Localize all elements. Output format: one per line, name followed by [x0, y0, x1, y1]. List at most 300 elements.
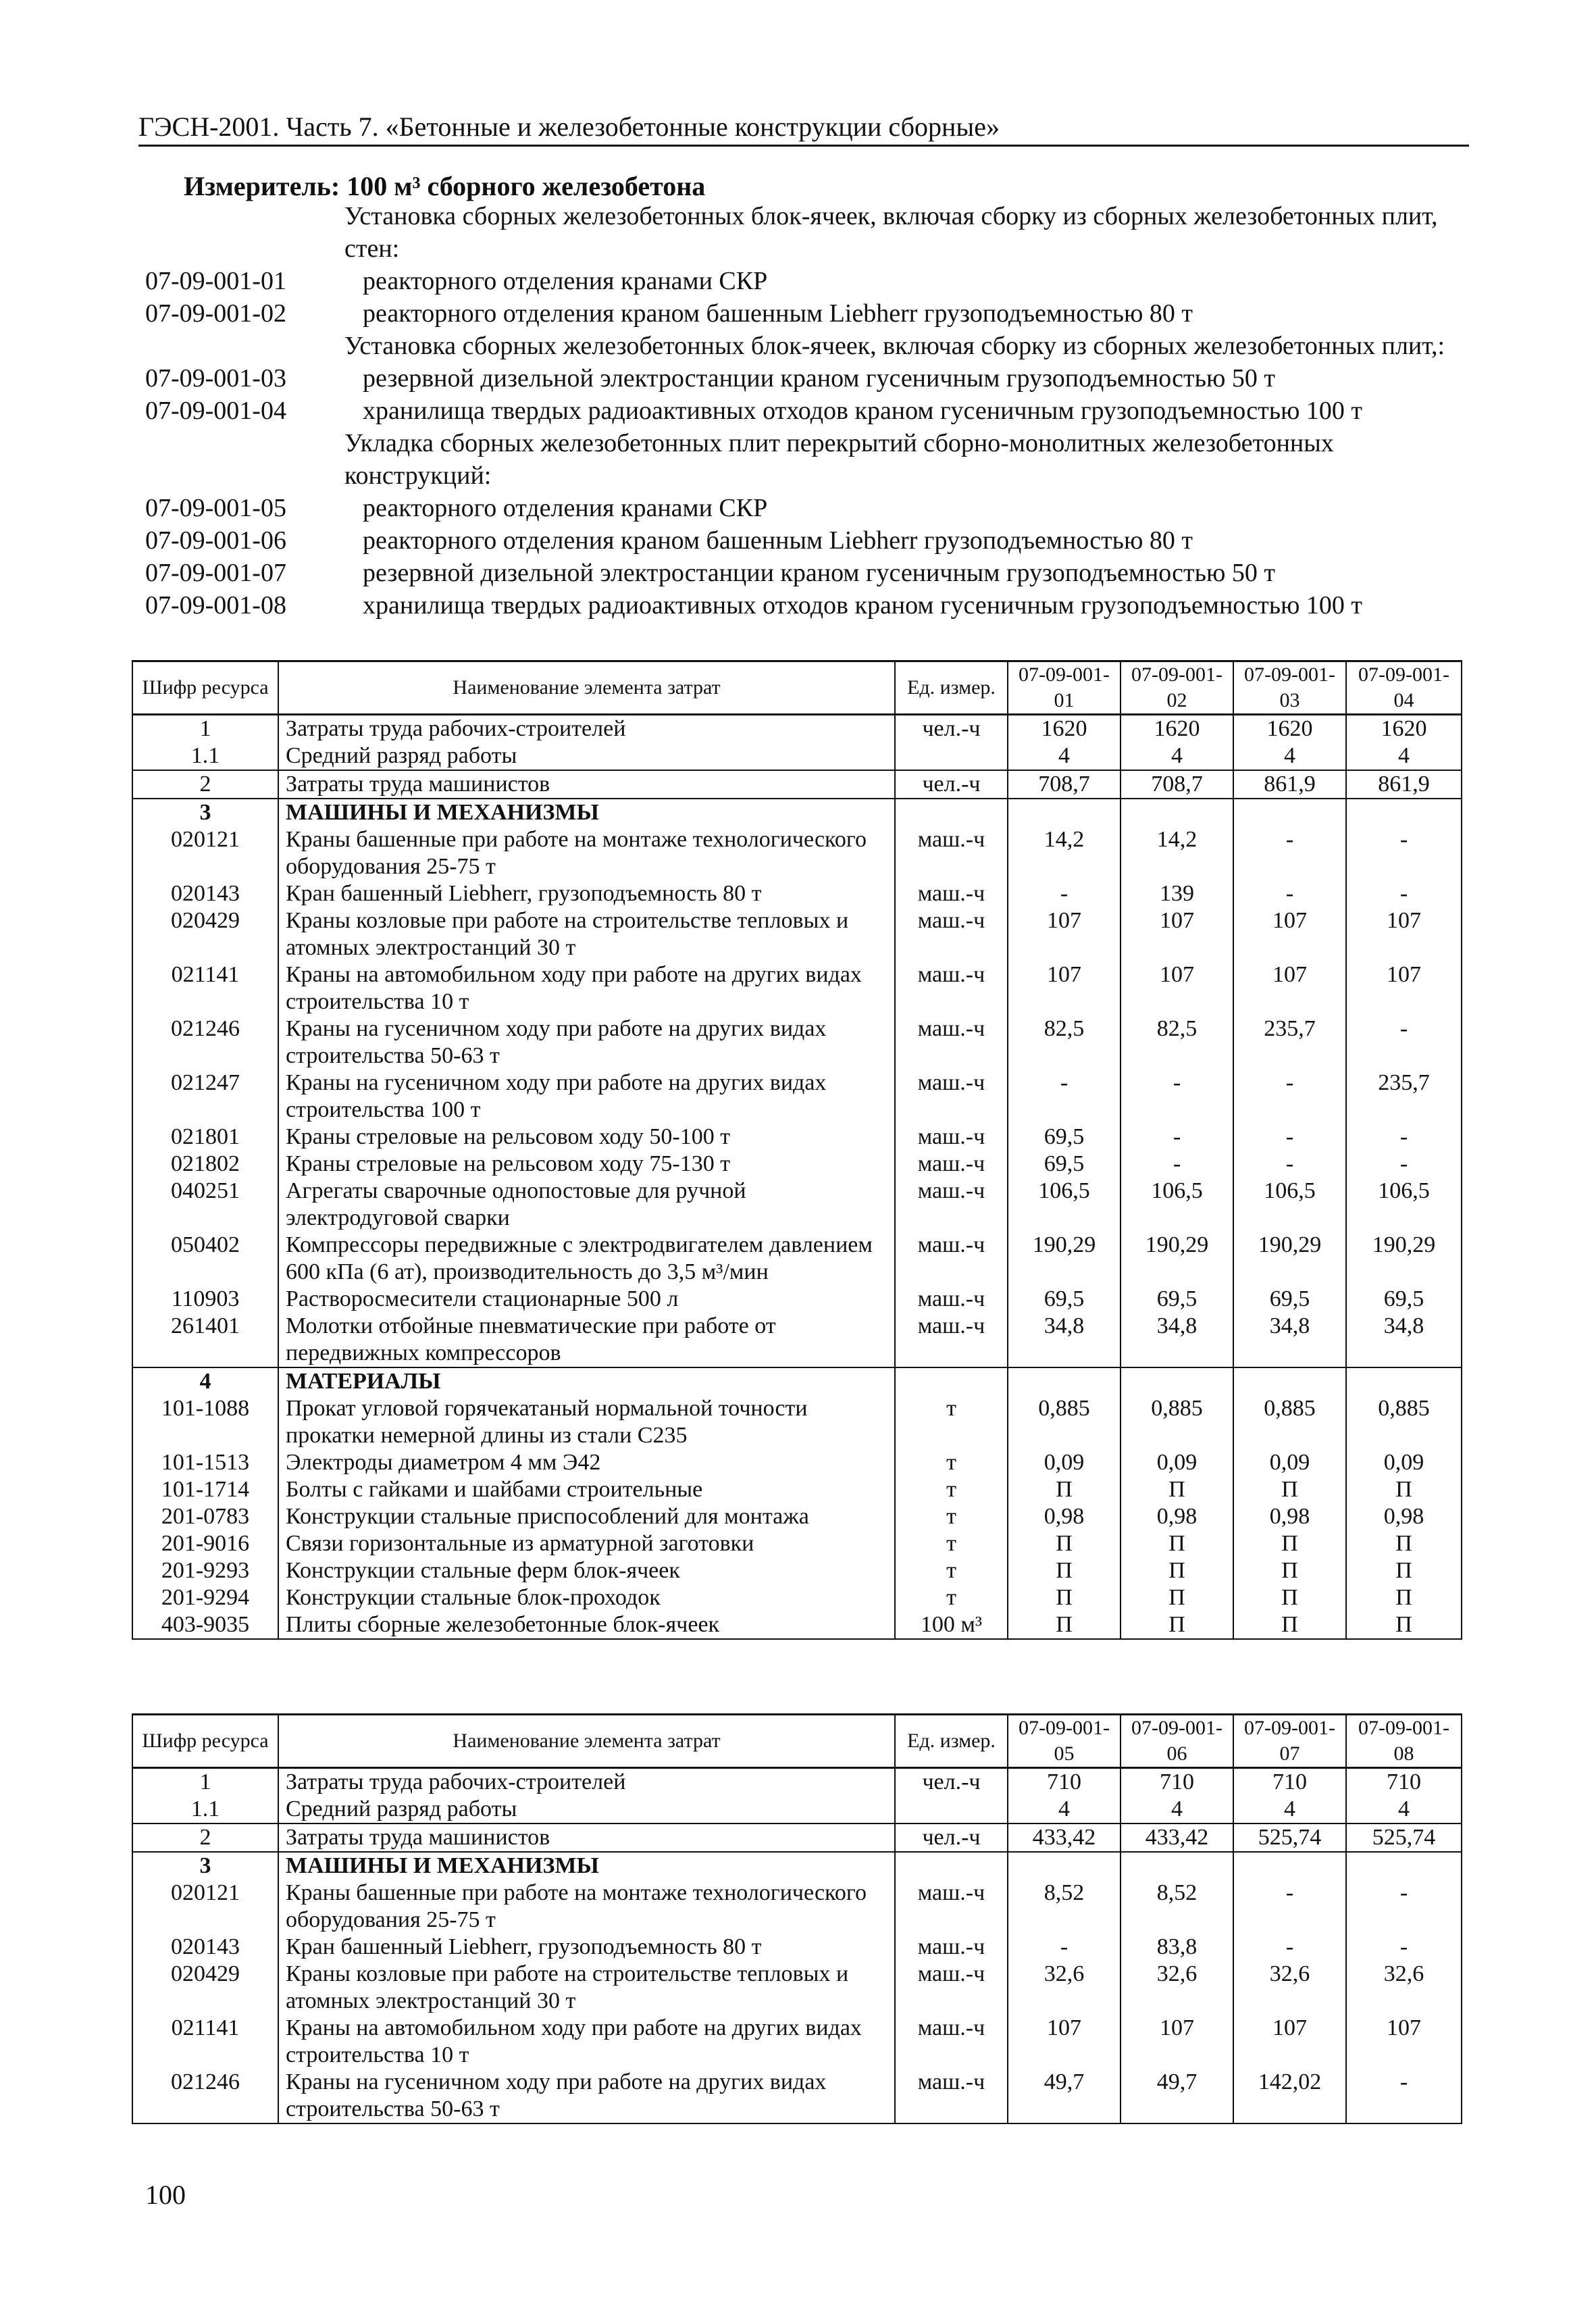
resource-name-cell: Краны козловые при работе на строительстве тепловых и атомных электростанций 30 т: [278, 1961, 895, 2015]
table-row: [132, 1961, 1462, 2015]
value-cell: [1233, 1367, 1346, 1395]
column-header: Шифр ресурса: [132, 1715, 278, 1768]
value-cell: 190,29: [1346, 1232, 1462, 1286]
work-item: [145, 524, 1469, 557]
resource-code-cell: 2: [132, 770, 278, 799]
value-cell: 708,7: [1121, 770, 1233, 799]
value-cell: 861,9: [1346, 770, 1462, 799]
unit-cell: [895, 799, 1008, 826]
value-cell: П: [1346, 1557, 1462, 1584]
table-header-row: [132, 1715, 1462, 1768]
unit-cell: маш.-ч: [895, 1880, 1008, 1934]
value-cell: 433,42: [1008, 1823, 1121, 1852]
value-cell: 190,29: [1121, 1232, 1233, 1286]
value-cell: 32,6: [1121, 1961, 1233, 2015]
table-group: [132, 799, 1462, 1367]
value-cell: 49,7: [1121, 2069, 1233, 2123]
unit-cell: т: [895, 1584, 1008, 1611]
value-cell: [1121, 1367, 1233, 1395]
value-cell: 107: [1233, 961, 1346, 1015]
table-row: [132, 1313, 1462, 1367]
value-cell: [1233, 1852, 1346, 1880]
resource-name-cell: Краны на автомобильном ходу при работе на других видах строительства 10 т: [278, 2015, 895, 2069]
value-cell: 4: [1346, 1796, 1462, 1823]
resource-code-cell: 1: [132, 715, 278, 743]
resource-name-cell: Краны на гусеничном ходу при работе на других видах строительства 50-63 т: [278, 2069, 895, 2123]
table-row: [132, 1232, 1462, 1286]
table-row: [132, 1015, 1462, 1070]
unit-cell: т: [895, 1530, 1008, 1557]
unit-cell: [895, 1796, 1008, 1823]
resource-code-cell: 1: [132, 1768, 278, 1796]
resource-name-cell: Плиты сборные железобетонные блок-ячеек: [278, 1611, 895, 1639]
work-item: [145, 362, 1469, 395]
value-cell: 4: [1008, 743, 1121, 770]
work-item: [145, 589, 1469, 622]
value-cell: -: [1233, 1070, 1346, 1124]
resource-name-cell: Конструкции стальные приспособлений для монтажа: [278, 1503, 895, 1530]
unit-cell: маш.-ч: [895, 1286, 1008, 1313]
resource-name-cell: МАШИНЫ И МЕХАНИЗМЫ: [278, 799, 895, 826]
unit-cell: маш.-ч: [895, 1961, 1008, 2015]
value-cell: 107: [1346, 907, 1462, 961]
table-row: [132, 1934, 1462, 1961]
value-cell: -: [1346, 1124, 1462, 1151]
column-header: Ед. измер.: [895, 661, 1008, 715]
value-cell: [1008, 799, 1121, 826]
value-cell: [1346, 1852, 1462, 1880]
value-cell: 861,9: [1233, 770, 1346, 799]
work-item-code: 07-09-001-08: [145, 591, 286, 620]
value-cell: 1620: [1233, 715, 1346, 743]
value-cell: -: [1346, 1934, 1462, 1961]
resource-code-cell: 020429: [132, 1961, 278, 2015]
value-cell: 32,6: [1233, 1961, 1346, 2015]
resource-code-cell: 201-9293: [132, 1557, 278, 1584]
value-cell: 8,52: [1008, 1880, 1121, 1934]
resource-name-cell: Краны на автомобильном ходу при работе на других видах строительства 10 т: [278, 961, 895, 1015]
unit-cell: маш.-ч: [895, 961, 1008, 1015]
work-item-description: реакторного отделения кранами СКР: [363, 267, 768, 295]
work-group-heading-text: Установка сборных железобетонных блок-ячеек, включая сборку из сборных железобетонных плит,:: [344, 332, 1445, 360]
value-cell: П: [1233, 1557, 1346, 1584]
resource-table-2: [132, 1713, 1462, 2124]
column-header: 07-09-001-03: [1233, 661, 1346, 715]
unit-cell: маш.-ч: [895, 2015, 1008, 2069]
value-cell: 433,42: [1121, 1823, 1233, 1852]
work-item-description: резервной дизельной электростанции краном гусеничным грузоподъемностью 50 т: [363, 364, 1275, 393]
table-row: [132, 880, 1462, 907]
value-cell: 107: [1233, 907, 1346, 961]
resource-code-cell: 201-9016: [132, 1530, 278, 1557]
resource-code-cell: 020429: [132, 907, 278, 961]
section-row: [132, 799, 1462, 826]
value-cell: [1233, 799, 1346, 826]
value-cell: 1620: [1008, 715, 1121, 743]
value-cell: [1346, 1367, 1462, 1395]
resource-code-cell: 021246: [132, 2069, 278, 2123]
work-item-description: реакторного отделения краном башенным Liebherr грузоподъемностью 80 т: [363, 299, 1193, 328]
value-cell: -: [1346, 826, 1462, 880]
value-cell: П: [1233, 1611, 1346, 1639]
unit-cell: чел.-ч: [895, 1823, 1008, 1852]
value-cell: П: [1121, 1611, 1233, 1639]
table-row: [132, 826, 1462, 880]
resource-name-cell: Растворосмесители стационарные 500 л: [278, 1286, 895, 1313]
resource-code-cell: 040251: [132, 1178, 278, 1232]
value-cell: 106,5: [1008, 1178, 1121, 1232]
value-cell: П: [1346, 1611, 1462, 1639]
resource-code-cell: 021246: [132, 1015, 278, 1070]
work-item-description: хранилища твердых радиоактивных отходов краном гусеничным грузоподъемностью 100 т: [363, 591, 1363, 620]
measure-line: Измеритель: 100 м³ сборного железобетона: [184, 171, 706, 201]
table-row: [132, 770, 1462, 799]
work-group-heading: [145, 200, 1469, 265]
value-cell: 69,5: [1008, 1124, 1121, 1151]
value-cell: 8,52: [1121, 1880, 1233, 1934]
work-item: [145, 557, 1469, 589]
work-group-heading-text: Установка сборных железобетонных блок-ячеек, включая сборку из сборных железобетонных плит, стен:: [344, 202, 1438, 263]
unit-cell: маш.-ч: [895, 1070, 1008, 1124]
value-cell: 106,5: [1121, 1178, 1233, 1232]
resource-name-cell: Затраты труда машинистов: [278, 1823, 895, 1852]
value-cell: П: [1346, 1530, 1462, 1557]
unit-cell: т: [895, 1557, 1008, 1584]
table-row: [132, 2069, 1462, 2123]
table-row: [132, 1880, 1462, 1934]
value-cell: 710: [1121, 1768, 1233, 1796]
value-cell: 0,98: [1233, 1503, 1346, 1530]
value-cell: -: [1008, 1070, 1121, 1124]
value-cell: 69,5: [1008, 1151, 1121, 1178]
resource-name-cell: Средний разряд работы: [278, 1796, 895, 1823]
column-header: Наименование элемента затрат: [278, 661, 895, 715]
work-group-heading: [145, 330, 1469, 362]
resource-code-cell: 020143: [132, 1934, 278, 1961]
value-cell: 0,98: [1008, 1503, 1121, 1530]
value-cell: 107: [1233, 2015, 1346, 2069]
value-cell: 34,8: [1346, 1313, 1462, 1367]
table-group: [132, 1852, 1462, 2123]
value-cell: [1346, 799, 1462, 826]
table-row: [132, 1796, 1462, 1823]
value-cell: 4: [1346, 743, 1462, 770]
section-row: [132, 1367, 1462, 1395]
resource-code-cell: 020121: [132, 1880, 278, 1934]
resource-code-cell: 3: [132, 799, 278, 826]
resource-table-1: [132, 660, 1462, 1640]
value-cell: 107: [1346, 961, 1462, 1015]
value-cell: [1121, 1852, 1233, 1880]
resource-name-cell: Средний разряд работы: [278, 743, 895, 770]
table-row: [132, 1178, 1462, 1232]
value-cell: 710: [1008, 1768, 1121, 1796]
resource-name-cell: Краны стреловые на рельсовом ходу 50-100 т: [278, 1124, 895, 1151]
column-header: 07-09-001-02: [1121, 661, 1233, 715]
work-item-description: хранилища твердых радиоактивных отходов краном гусеничным грузоподъемностью 100 т: [363, 397, 1363, 425]
resource-code-cell: 2: [132, 1823, 278, 1852]
value-cell: 107: [1008, 2015, 1121, 2069]
work-item-description: резервной дизельной электростанции краном гусеничным грузоподъемностью 50 т: [363, 559, 1275, 587]
resource-name-cell: Краны башенные при работе на монтаже технологического оборудования 25-75 т: [278, 1880, 895, 1934]
value-cell: П: [1121, 1530, 1233, 1557]
work-group-heading-text: Укладка сборных железобетонных плит перекрытий сборно-монолитных железобетонных конструкций:: [344, 429, 1334, 490]
value-cell: 0,885: [1121, 1395, 1233, 1449]
value-cell: 69,5: [1008, 1286, 1121, 1313]
value-cell: П: [1346, 1476, 1462, 1503]
value-cell: 107: [1008, 961, 1121, 1015]
column-header: 07-09-001-07: [1233, 1715, 1346, 1768]
column-header: 07-09-001-06: [1121, 1715, 1233, 1768]
resource-name-cell: МАТЕРИАЛЫ: [278, 1367, 895, 1395]
value-cell: 0,09: [1008, 1449, 1121, 1476]
table-row: [132, 1124, 1462, 1151]
table-row: [132, 1070, 1462, 1124]
resource-code-cell: 101-1513: [132, 1449, 278, 1476]
value-cell: 34,8: [1008, 1313, 1121, 1367]
resource-code-cell: 1.1: [132, 1796, 278, 1823]
resource-name-cell: Компрессоры передвижные с электродвигателем давлением 600 кПа (6 ат), производительность до 3,5 м³/мин: [278, 1232, 895, 1286]
resource-code-cell: 021802: [132, 1151, 278, 1178]
column-header: 07-09-001-05: [1008, 1715, 1121, 1768]
value-cell: П: [1008, 1611, 1121, 1639]
resource-name-cell: Краны на гусеничном ходу при работе на других видах строительства 100 т: [278, 1070, 895, 1124]
unit-cell: [895, 1367, 1008, 1395]
table-group: [132, 1768, 1462, 1824]
table-row: [132, 1476, 1462, 1503]
unit-cell: маш.-ч: [895, 1313, 1008, 1367]
unit-cell: т: [895, 1476, 1008, 1503]
resource-name-cell: МАШИНЫ И МЕХАНИЗМЫ: [278, 1852, 895, 1880]
value-cell: 34,8: [1121, 1313, 1233, 1367]
resource-name-cell: Агрегаты сварочные однопостовые для ручной электродуговой сварки: [278, 1178, 895, 1232]
value-cell: [1008, 1367, 1121, 1395]
value-cell: 710: [1346, 1768, 1462, 1796]
resource-name-cell: Конструкции стальные блок-проходок: [278, 1584, 895, 1611]
value-cell: 14,2: [1008, 826, 1121, 880]
resource-name-cell: Краны стреловые на рельсовом ходу 75-130 т: [278, 1151, 895, 1178]
resource-name-cell: Болты с гайками и шайбами строительные: [278, 1476, 895, 1503]
table-row: [132, 1151, 1462, 1178]
resource-name-cell: Краны башенные при работе на монтаже технологического оборудования 25-75 т: [278, 826, 895, 880]
work-item: [145, 395, 1469, 427]
value-cell: 0,885: [1346, 1395, 1462, 1449]
value-cell: 106,5: [1233, 1178, 1346, 1232]
value-cell: -: [1346, 1151, 1462, 1178]
resource-name-cell: Электроды диаметром 4 мм Э42: [278, 1449, 895, 1476]
value-cell: П: [1233, 1476, 1346, 1503]
resource-name-cell: Краны на гусеничном ходу при работе на других видах строительства 50-63 т: [278, 1015, 895, 1070]
unit-cell: чел.-ч: [895, 770, 1008, 799]
unit-cell: маш.-ч: [895, 1151, 1008, 1178]
value-cell: 4: [1121, 743, 1233, 770]
work-item-description: реакторного отделения краном башенным Liebherr грузоподъемностью 80 т: [363, 526, 1193, 555]
work-item-description: реакторного отделения кранами СКР: [363, 494, 768, 522]
value-cell: -: [1233, 1880, 1346, 1934]
table-group: [132, 1367, 1462, 1639]
table-row: [132, 907, 1462, 961]
value-cell: -: [1233, 1934, 1346, 1961]
value-cell: 107: [1346, 2015, 1462, 2069]
value-cell: 1620: [1346, 715, 1462, 743]
resource-code-cell: 021141: [132, 961, 278, 1015]
value-cell: П: [1008, 1530, 1121, 1557]
value-cell: -: [1008, 1934, 1121, 1961]
unit-cell: т: [895, 1395, 1008, 1449]
value-cell: -: [1346, 1015, 1462, 1070]
value-cell: 32,6: [1346, 1961, 1462, 2015]
resource-name-cell: Конструкции стальные ферм блок-ячеек: [278, 1557, 895, 1584]
table-group: [132, 715, 1462, 771]
value-cell: 0,885: [1233, 1395, 1346, 1449]
unit-cell: чел.-ч: [895, 1768, 1008, 1796]
unit-cell: чел.-ч: [895, 715, 1008, 743]
resource-code-cell: 4: [132, 1367, 278, 1395]
value-cell: 0,98: [1346, 1503, 1462, 1530]
resource-code-cell: 021247: [132, 1070, 278, 1124]
table-row: [132, 2015, 1462, 2069]
table-row: [132, 961, 1462, 1015]
value-cell: -: [1121, 1124, 1233, 1151]
table-row: [132, 1823, 1462, 1852]
value-cell: П: [1121, 1557, 1233, 1584]
unit-cell: маш.-ч: [895, 2069, 1008, 2123]
value-cell: П: [1008, 1557, 1121, 1584]
table-group: [132, 770, 1462, 799]
column-header: 07-09-001-08: [1346, 1715, 1462, 1768]
work-item-code: 07-09-001-07: [145, 559, 286, 587]
work-item: [145, 265, 1469, 297]
value-cell: 107: [1121, 2015, 1233, 2069]
value-cell: -: [1346, 2069, 1462, 2123]
value-cell: 710: [1233, 1768, 1346, 1796]
value-cell: 49,7: [1008, 2069, 1121, 2123]
value-cell: 190,29: [1008, 1232, 1121, 1286]
unit-cell: т: [895, 1449, 1008, 1476]
resource-code-cell: 1.1: [132, 743, 278, 770]
value-cell: 14,2: [1121, 826, 1233, 880]
value-cell: 235,7: [1346, 1070, 1462, 1124]
value-cell: 525,74: [1346, 1823, 1462, 1852]
value-cell: 139: [1121, 880, 1233, 907]
resource-name-cell: Кран башенный Liebherr, грузоподъемность 80 т: [278, 880, 895, 907]
table-row: [132, 1557, 1462, 1584]
table-row: [132, 715, 1462, 743]
value-cell: 0,09: [1233, 1449, 1346, 1476]
column-header: 07-09-001-04: [1346, 661, 1462, 715]
resource-code-cell: 201-9294: [132, 1584, 278, 1611]
value-cell: [1008, 1852, 1121, 1880]
resource-code-cell: 101-1714: [132, 1476, 278, 1503]
unit-cell: [895, 743, 1008, 770]
unit-cell: маш.-ч: [895, 1934, 1008, 1961]
unit-cell: маш.-ч: [895, 1178, 1008, 1232]
value-cell: 4: [1233, 1796, 1346, 1823]
table-row: [132, 1449, 1462, 1476]
resource-code-cell: 110903: [132, 1286, 278, 1313]
work-item-code: 07-09-001-02: [145, 299, 286, 328]
value-cell: 0,09: [1346, 1449, 1462, 1476]
value-cell: -: [1233, 880, 1346, 907]
resource-name-cell: Молотки отбойные пневматические при работе от передвижных компрессоров: [278, 1313, 895, 1367]
value-cell: -: [1346, 1880, 1462, 1934]
value-cell: 4: [1233, 743, 1346, 770]
unit-cell: маш.-ч: [895, 907, 1008, 961]
unit-cell: т: [895, 1503, 1008, 1530]
value-cell: 69,5: [1233, 1286, 1346, 1313]
resource-name-cell: Краны козловые при работе на строительстве тепловых и атомных электростанций 30 т: [278, 907, 895, 961]
section-row: [132, 1852, 1462, 1880]
work-group-heading: [145, 427, 1469, 492]
table-row: [132, 1395, 1462, 1449]
value-cell: -: [1008, 880, 1121, 907]
value-cell: 69,5: [1121, 1286, 1233, 1313]
value-cell: П: [1233, 1530, 1346, 1557]
resource-code-cell: 021141: [132, 2015, 278, 2069]
table-row: [132, 1503, 1462, 1530]
unit-cell: [895, 1852, 1008, 1880]
work-item: [145, 492, 1469, 524]
table-row: [132, 1768, 1462, 1796]
page-number: 100: [145, 2180, 186, 2210]
value-cell: 235,7: [1233, 1015, 1346, 1070]
column-header: Наименование элемента затрат: [278, 1715, 895, 1768]
value-cell: 107: [1121, 907, 1233, 961]
resource-code-cell: 261401: [132, 1313, 278, 1367]
value-cell: -: [1346, 880, 1462, 907]
column-header: 07-09-001-01: [1008, 661, 1121, 715]
value-cell: -: [1121, 1070, 1233, 1124]
unit-cell: маш.-ч: [895, 880, 1008, 907]
value-cell: 83,8: [1121, 1934, 1233, 1961]
resource-code-cell: 050402: [132, 1232, 278, 1286]
value-cell: П: [1121, 1584, 1233, 1611]
value-cell: П: [1233, 1584, 1346, 1611]
resource-name-cell: Прокат угловой горячекатаный нормальной точности прокатки немерной длины из стали С235: [278, 1395, 895, 1449]
value-cell: [1121, 799, 1233, 826]
value-cell: П: [1121, 1476, 1233, 1503]
value-cell: 190,29: [1233, 1232, 1346, 1286]
work-item-code: 07-09-001-04: [145, 397, 286, 425]
value-cell: 0,98: [1121, 1503, 1233, 1530]
unit-cell: 100 м³: [895, 1611, 1008, 1639]
table-row: [132, 1530, 1462, 1557]
resource-code-cell: 101-1088: [132, 1395, 278, 1449]
work-items-list: [145, 200, 1469, 622]
table-row: [132, 1286, 1462, 1313]
work-item-code: 07-09-001-03: [145, 364, 286, 393]
value-cell: 0,09: [1121, 1449, 1233, 1476]
resource-code-cell: 3: [132, 1852, 278, 1880]
resource-name-cell: Затраты труда рабочих-строителей: [278, 1768, 895, 1796]
value-cell: 4: [1121, 1796, 1233, 1823]
unit-cell: маш.-ч: [895, 1015, 1008, 1070]
resource-code-cell: 020121: [132, 826, 278, 880]
resource-name-cell: Кран башенный Liebherr, грузоподъемность 80 т: [278, 1934, 895, 1961]
value-cell: П: [1008, 1476, 1121, 1503]
value-cell: 82,5: [1008, 1015, 1121, 1070]
table-header-row: [132, 661, 1462, 715]
value-cell: П: [1346, 1584, 1462, 1611]
resource-name-cell: Затраты труда рабочих-строителей: [278, 715, 895, 743]
unit-cell: маш.-ч: [895, 826, 1008, 880]
unit-cell: маш.-ч: [895, 1124, 1008, 1151]
column-header: Шифр ресурса: [132, 661, 278, 715]
column-header: Ед. измер.: [895, 1715, 1008, 1768]
value-cell: 107: [1008, 907, 1121, 961]
running-header: ГЭСН-2001. Часть 7. «Бетонные и железобетонные конструкции сборные»: [138, 109, 1469, 147]
unit-cell: маш.-ч: [895, 1232, 1008, 1286]
